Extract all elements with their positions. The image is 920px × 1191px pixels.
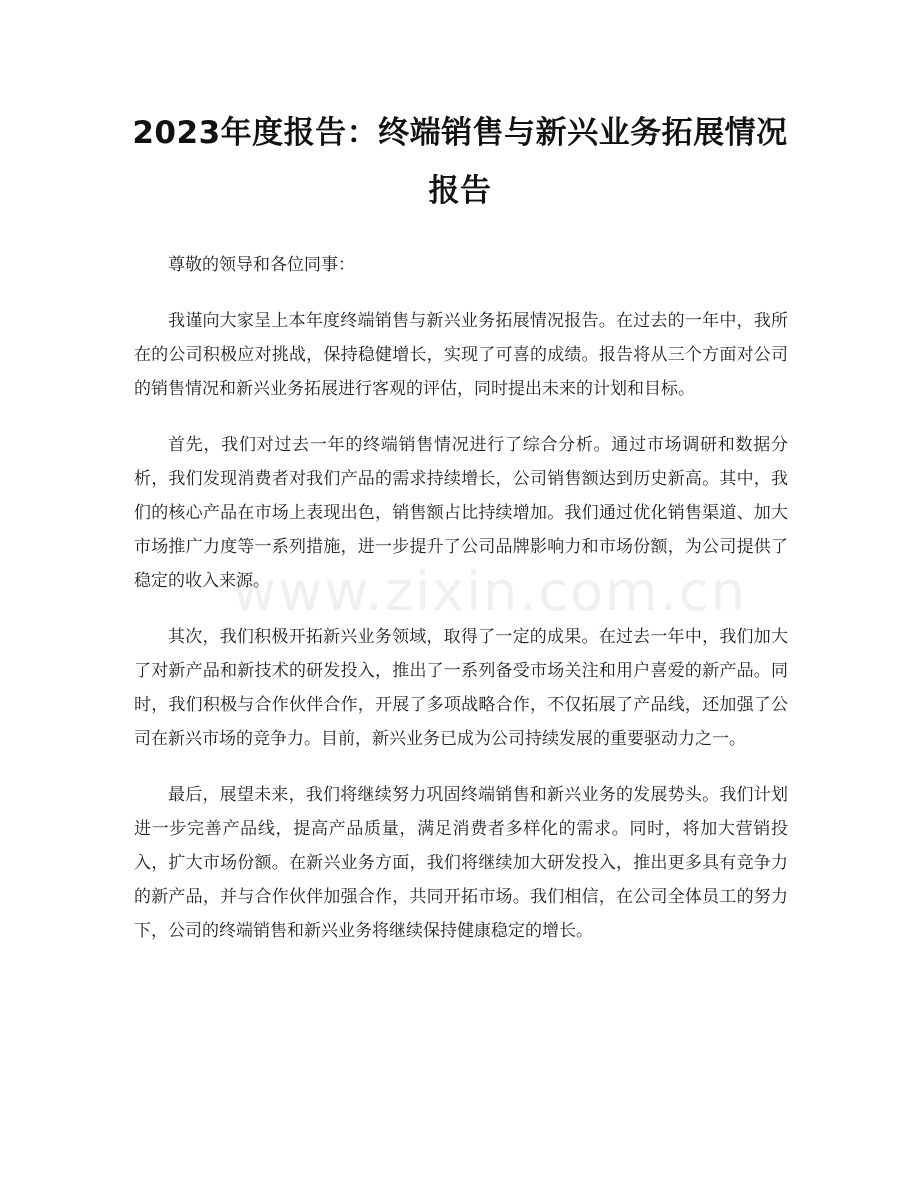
intro-paragraph: 我谨向大家呈上本年度终端销售与新兴业务拓展情况报告。在过去的一年中，我所在的公司积极应对挑战，保持稳健增长，实现了可喜的成绩。报告将从三个方面对公司的销售情况和新兴业务拓展进行客观的评估，同时提出未来的计划和目标。	[134, 311, 788, 399]
watermark: www.zixin.com.cn	[232, 560, 747, 623]
salutation-paragraph: 尊敬的领导和各位同事：	[168, 255, 355, 275]
new-business-paragraph: 其次，我们积极开拓新兴业务领域，取得了一定的成果。在过去一年中，我们加大了对新产品和新技术的研发投入，推出了一系列备受市场关注和用户喜爱的新产品。同时，我们积极与合作伙伴合作，开展了多项战略合作，不仅拓展了产品线，还加强了公司在新兴市场的竞争力。目前，新兴业务已成为公司持续发展的重要驱动力之一。	[134, 627, 788, 749]
document-body	[134, 248, 788, 970]
sales-analysis-paragraph: 首先，我们对过去一年的终端销售情况进行了综合分析。通过市场调研和数据分析，我们发现消费者对我们产品的需求持续增长，公司销售额达到历史新高。其中，我们的核心产品在市场上表现出色，销售额占比持续增加。我们通过优化销售渠道、加大市场推广力度等一系列措施，进一步提升了公司品牌影响力和市场份额，为公司提供了稳定的收入来源。	[134, 435, 788, 591]
document-title: 2023年度报告：终端销售与新兴业务拓展情况报告	[132, 115, 788, 209]
outlook-paragraph: 最后，展望未来，我们将继续努力巩固终端销售和新兴业务的发展势头。我们计划进一步完善产品线，提高产品质量，满足消费者多样化的需求。同时，将加大营销投入，扩大市场份额。在新兴业务方面，我们将继续加大研发投入，推出更多具有竞争力的新产品，并与合作伙伴加强合作，共同开拓市场。我们相信，在公司全体员工的努力下，公司的终端销售和新兴业务将继续保持健康稳定的增长。	[134, 785, 788, 941]
